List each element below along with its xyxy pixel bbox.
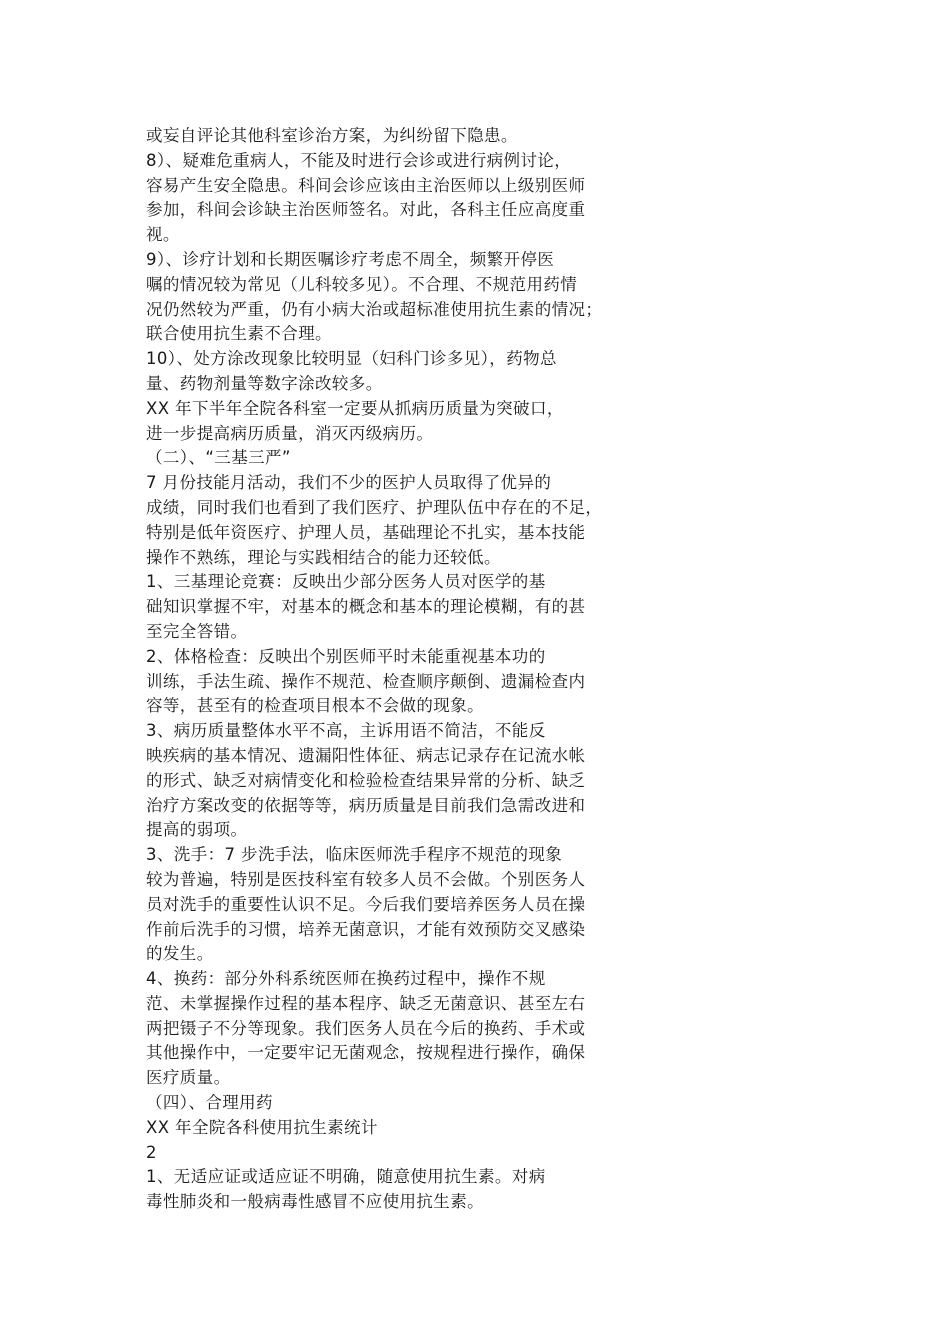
text-line: 医疗质量。 [146, 1068, 231, 1088]
text-line: 8）、疑难危重病人，不能及时进行会诊或进行病例讨论， [146, 150, 572, 170]
text-line: 2 [146, 1142, 157, 1162]
text-line: 训练，手法生疏、操作不规范、检查顺序颠倒、遗漏检查内 [146, 671, 586, 691]
text-line: 2、体格检查：反映出个别医师平时未能重视基本功的 [146, 646, 546, 666]
text-line: 操作不熟练，理论与实践相结合的能力还较低。 [146, 547, 501, 567]
text-line: 嘱的情况较为常见（儿科较多见）。不合理、不规范用药情 [146, 274, 578, 294]
text-line: 量、药物剂量等数字涂改较多。 [146, 373, 383, 393]
text-line: XX 年下半年全院各科室一定要从抓病历质量为突破口， [146, 398, 564, 418]
text-line: 范、未掌握操作过程的基本程序、缺乏无菌意识、甚至左右 [146, 993, 586, 1013]
text-line: 3、洗手：7 步洗手法，临床医师洗手程序不规范的现象 [146, 845, 563, 865]
text-line: 础知识掌握不牢，对基本的概念和基本的理论模糊，有的甚 [146, 597, 586, 617]
text-line: 3、病历质量整体水平不高，主诉用语不简洁，不能反 [146, 721, 546, 741]
document-body [146, 124, 666, 1215]
text-line: 况仍然较为严重，仍有小病大治或超标准使用抗生素的情况； [146, 299, 603, 319]
text-line: 其他操作中，一定要牢记无菌观念，按规程进行操作，确保 [146, 1043, 586, 1063]
text-line: 联合使用抗生素不合理。 [146, 324, 332, 344]
text-line: 较为普遍，特别是医技科室有较多人员不会做。个别医务人 [146, 869, 586, 889]
text-line: 治疗方案改变的依据等等，病历质量是目前我们急需改进和 [146, 795, 586, 815]
text-line: 员对洗手的重要性认识不足。今后我们要培养医务人员在操 [146, 894, 586, 914]
text-line: 视。 [146, 225, 180, 245]
text-line: 两把镊子不分等现象。我们医务人员在今后的换药、手术或 [146, 1018, 586, 1038]
text-line: 映疾病的基本情况、遗漏阳性体征、病志记录存在记流水帐 [146, 745, 586, 765]
text-line: 成绩，同时我们也看到了我们医疗、护理队伍中存在的不足， [146, 497, 603, 517]
text-line: 1、无适应证或适应证不明确，随意使用抗生素。对病 [146, 1167, 546, 1187]
text-line: 容等，甚至有的检查项目根本不会做的现象。 [146, 696, 484, 716]
text-line: 进一步提高病历质量，消灭丙级病历。 [146, 423, 434, 443]
text-line: 至完全答错。 [146, 621, 248, 641]
text-line: 1、三基理论竞赛：反映出少部分医务人员对医学的基 [146, 572, 546, 592]
text-line: 7 月份技能月活动，我们不少的医护人员取得了优异的 [146, 473, 552, 493]
text-line: 容易产生安全隐患。科间会诊应该由主治医师以上级别医师 [146, 175, 586, 195]
text-line: 的发生。 [146, 944, 214, 964]
text-line: 参加，科间会诊缺主治医师签名。对此，各科主任应高度重 [146, 200, 586, 220]
text-line: 提高的弱项。 [146, 820, 248, 840]
section-heading: （四）、合理用药 [146, 1093, 273, 1113]
text-line: 的形式、缺乏对病情变化和检验检查结果异常的分析、缺乏 [146, 770, 586, 790]
section-heading: （二）、“三基三严” [146, 448, 291, 468]
text-line: 作前后洗手的习惯，培养无菌意识，才能有效预防交叉感染 [146, 919, 586, 939]
text-line: 特别是低年资医疗、护理人员，基础理论不扎实，基本技能 [146, 522, 586, 542]
text-line: 毒性肺炎和一般病毒性感冒不应使用抗生素。 [146, 1192, 484, 1212]
text-line: 4、换药：部分外科系统医师在换药过程中，操作不规 [146, 969, 546, 989]
text-line: 10）、处方涂改现象比较明显（妇科门诊多见），药物总 [146, 349, 557, 369]
text-line: XX 年全院各科使用抗生素统计 [146, 1117, 378, 1137]
text-line: 9）、诊疗计划和长期医嘱诊疗考虑不周全，频繁开停医 [146, 249, 555, 269]
text-line: 或妄自评论其他科室诊治方案，为纠纷留下隐患。 [146, 126, 518, 145]
